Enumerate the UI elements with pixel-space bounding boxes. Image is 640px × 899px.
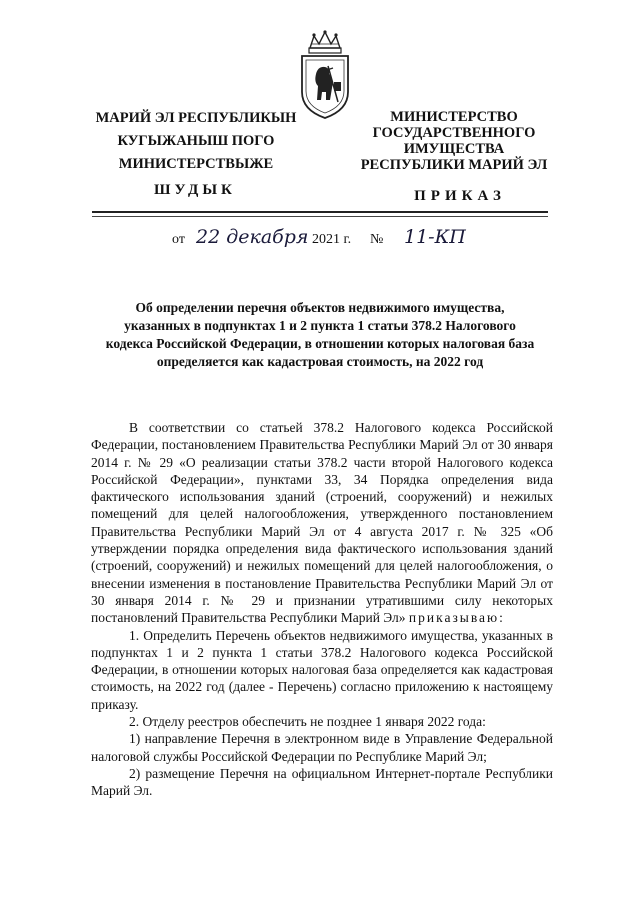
item-2-2: 2) размещение Перечня на официальном Интернет-портале Республики Марий Эл.	[91, 765, 553, 799]
intro-paragraph	[91, 419, 553, 627]
handwritten-number: 11-КП	[404, 226, 466, 248]
header-left-org	[80, 107, 312, 176]
doctype-russian: ПРИКАЗ	[414, 188, 506, 204]
item-2-1: 1) направление Перечня в электронном виде в Управление Федеральной налоговой службы Российской Федерации по Республике Марий Эл;	[91, 731, 553, 764]
item-1: 1. Определить Перечень объектов недвижимого имущества, указанных в подпунктах 1 и 2 пункта 1 статьи 378.2 Налогового кодекса Российской Федерации, в отношении которых налоговая база определяется как кадастровая стоимость, на 2022 год (далее - Перечень) согласно приложению к настоящему приказу.	[91, 627, 553, 712]
header-divider-thin	[92, 216, 548, 217]
header-left-line: КУГЫЖАНЫШ ПОГО	[117, 133, 275, 149]
document-title: Об определении перечня объектов недвижимого имущества, указанных в подпунктах 1 и 2 пункта 1 статьи 378.2 Налогового кодекса Российской Федерации, в отношении которых налоговая база определяется как кадастровая стоимость, на 2022 год	[105, 300, 535, 369]
header-right-line: ИМУЩЕСТВА	[403, 141, 505, 157]
header-right-line: ГОСУДАРСТВЕННОГО	[372, 125, 536, 141]
header-left-line: МАРИЙ ЭЛ РЕСПУБЛИКЫН	[95, 110, 297, 126]
number-sign: №	[370, 232, 384, 247]
doctype-mari: ШУДЫК	[154, 182, 236, 198]
item-2: 2. Отделу реестров обеспечить не позднее 1 января 2022 года:	[129, 714, 486, 730]
document-body	[91, 419, 553, 800]
order-word: приказываю:	[408, 610, 505, 626]
header-divider	[92, 211, 548, 213]
header-right-org	[346, 109, 562, 173]
date-year: 2021 г.	[312, 232, 352, 247]
header-right-line: МИНИСТЕРСТВО	[390, 109, 518, 125]
handwritten-date: 22 декабря	[196, 226, 309, 248]
header-right-line: РЕСПУБЛИКИ МАРИЙ ЭЛ	[360, 157, 548, 173]
date-number-line	[170, 228, 490, 252]
date-prefix: от	[172, 232, 185, 247]
intro-text: В соответствии со статьей 378.2 Налогового кодекса Российской Федерации, постановлением Правительства Республики Марий Эл от 30 января 2014 г. № 29 «О реализации статьи 378.2 части второй Налогового кодекса Российской Федерации», пунктами 33, 34 Порядка определения вида фактического использования зданий (строений, сооружений) и нежилых помещений для целей налогообложения, утвержденного постановлением Правительства Республики Марий Эл от 4 августа 2017 г. № 325 «Об утверждении порядка определения вида фактического использования зданий (строений, сооружений) и нежилых помещений для целей налогообложения, о внесении изменения в постановление Правительства Республики Марий Эл от 30 января 2014 г. № 29 и признании утратившими силу некоторых постановлений Правительства Республики Марий Эл»	[91, 420, 553, 626]
header-left-line: МИНИСТЕРСТВЫЖЕ	[118, 156, 274, 172]
